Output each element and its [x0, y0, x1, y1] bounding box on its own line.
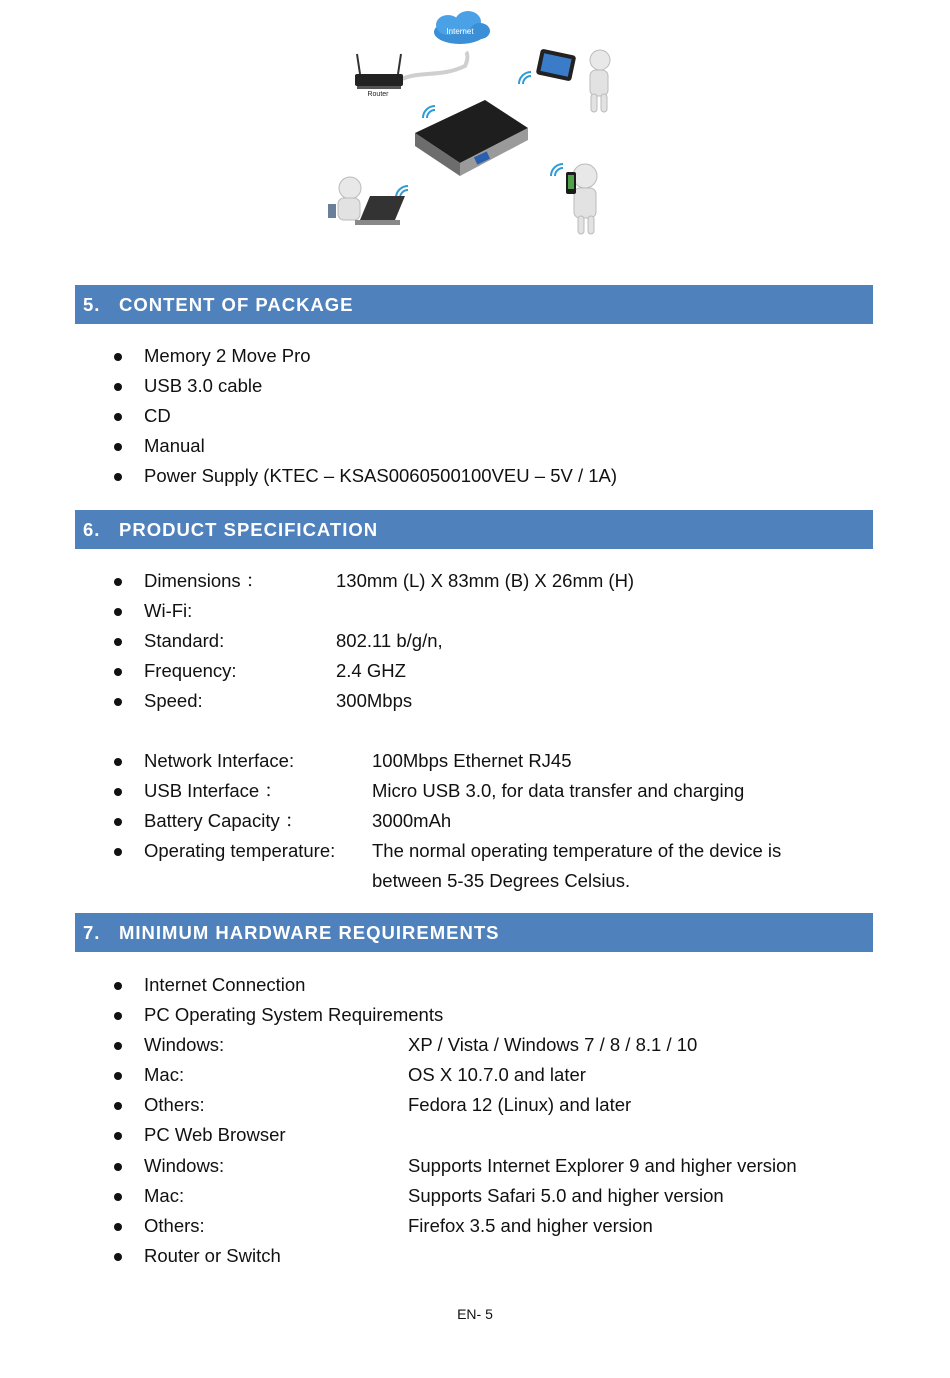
- internet-label: Internet: [446, 27, 474, 36]
- network-illustration: [310, 8, 640, 248]
- requirement-label: Others:: [144, 1214, 205, 1236]
- spec-label: Wi-Fi:: [144, 600, 193, 622]
- spec-value: The normal operating temperature of the device is: [372, 840, 782, 862]
- bullet-icon: [114, 578, 122, 586]
- bullet-icon: [114, 668, 122, 676]
- requirement-label: Internet Connection: [144, 974, 306, 995]
- bullet-icon: [114, 1072, 122, 1080]
- bullet-icon: [114, 758, 122, 766]
- section-number: 6.: [83, 518, 101, 540]
- bullet-icon: [114, 1012, 122, 1020]
- bullet-icon: [114, 982, 122, 990]
- spec-label: Standard:: [144, 630, 225, 652]
- section-title: CONTENT OF PACKAGE: [119, 293, 354, 315]
- bullet-icon: [114, 848, 122, 856]
- section-header-product-specification: [75, 510, 873, 549]
- bullet-icon: [114, 1132, 122, 1140]
- requirement-label: Mac:: [144, 1184, 185, 1206]
- spec-label: Network Interface:: [144, 750, 295, 771]
- spec-value: 2.4 GHZ: [336, 660, 406, 682]
- requirement-value: OS X 10.7.0 and later: [408, 1064, 586, 1086]
- cloud-icon: [434, 11, 490, 44]
- spec-value: Micro USB 3.0, for data transfer and charging: [372, 780, 745, 802]
- bullet-icon: [114, 1042, 122, 1050]
- bullet-icon: [114, 1163, 122, 1171]
- requirement-value: Supports Safari 5.0 and higher version: [408, 1184, 724, 1206]
- bullet-icon: [114, 443, 122, 451]
- requirement-value: Firefox 3.5 and higher version: [408, 1214, 653, 1236]
- section-number: 5.: [83, 293, 101, 315]
- bullet-icon: [114, 1193, 122, 1201]
- item-label: USB 3.0 cable: [144, 375, 263, 397]
- requirement-label: PC Web Browser: [144, 1124, 286, 1146]
- section-title: MINIMUM HARDWARE REQUIREMENTS: [119, 921, 500, 943]
- item-label: Power Supply (KTEC – KSAS0060500100VEU – 5V / 1A): [144, 465, 618, 487]
- requirement-label: Windows:: [144, 1034, 225, 1056]
- bullet-icon: [114, 353, 122, 361]
- spec-value-continuation: between 5-35 Degrees Celsius.: [372, 870, 631, 891]
- bullet-icon: [114, 638, 122, 646]
- item-label: Memory 2 Move Pro: [144, 345, 311, 366]
- requirement-value: XP / Vista / Windows 7 / 8 / 8.1 / 10: [408, 1034, 698, 1056]
- bullet-icon: [114, 473, 122, 481]
- router-label: Router: [367, 91, 389, 98]
- requirement-label: Others:: [144, 1094, 205, 1116]
- router-icon: [355, 54, 403, 98]
- bullet-icon: [114, 608, 122, 616]
- requirement-label: Mac:: [144, 1064, 185, 1086]
- spec-value: 130mm (L) X 83mm (B) X 26mm (H): [336, 570, 635, 591]
- requirement-label: PC Operating System Requirements: [144, 1004, 444, 1026]
- spec-label: Frequency:: [144, 660, 237, 682]
- bullet-icon: [114, 383, 122, 391]
- requirement-label: Windows:: [144, 1154, 225, 1176]
- page-number: EN- 5: [457, 1306, 493, 1322]
- laptop-user-icon: [328, 177, 405, 225]
- bullet-icon: [114, 1223, 122, 1231]
- spec-value: 300Mbps: [336, 690, 413, 712]
- item-label: Manual: [144, 435, 205, 457]
- spec-label: Speed:: [144, 690, 203, 712]
- spec-value: 3000mAh: [372, 810, 452, 832]
- spec-label: USB Interface ：: [144, 780, 283, 802]
- bullet-icon: [114, 818, 122, 826]
- phone-user-icon: [566, 164, 597, 234]
- section-title: PRODUCT SPECIFICATION: [119, 518, 379, 540]
- section-header-minimum-hardware-requirements: [75, 913, 873, 952]
- item-label: CD: [144, 405, 171, 427]
- requirement-value: Supports Internet Explorer 9 and higher version: [408, 1154, 797, 1176]
- requirement-label: Router or Switch: [144, 1244, 281, 1266]
- bullet-icon: [114, 1102, 122, 1110]
- spec-value: 802.11 b/g/n,: [336, 630, 443, 652]
- bullet-icon: [114, 698, 122, 706]
- requirement-value: Fedora 12 (Linux) and later: [408, 1094, 632, 1116]
- tablet-user-icon: [536, 49, 610, 112]
- bullet-icon: [114, 413, 122, 421]
- spec-label: Operating temperature:: [144, 840, 336, 862]
- section-header-content-of-package: [75, 285, 873, 324]
- spec-label: Battery Capacity ：: [144, 810, 304, 832]
- spec-value: 100Mbps Ethernet RJ45: [372, 750, 572, 771]
- bullet-icon: [114, 1253, 122, 1261]
- spec-label: Dimensions ：: [144, 570, 265, 591]
- section-number: 7.: [83, 921, 101, 943]
- bullet-icon: [114, 788, 122, 796]
